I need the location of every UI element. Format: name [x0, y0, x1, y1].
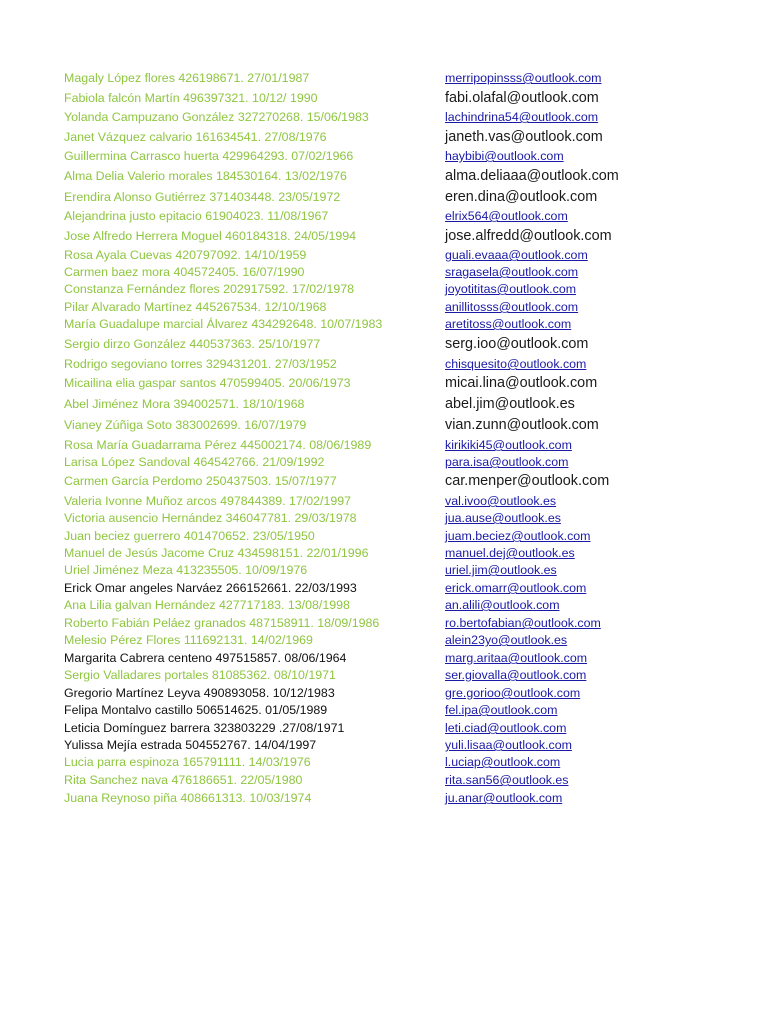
contact-name: Roberto Fabián Peláez granados 487158911. 18/09/1986: [64, 616, 380, 630]
list-item: [0, 280, 768, 298]
list-item: [0, 436, 768, 454]
contact-name: Sergio Valladares portales 81085362. 08/10/1971: [64, 668, 336, 682]
email-link[interactable]: haybibi@outlook.com: [445, 149, 564, 163]
contact-name: Melesio Pérez Flores 111692131. 14/02/1969: [64, 633, 313, 647]
email-link[interactable]: aretitoss@outlook.com: [445, 317, 572, 331]
list-item: [0, 472, 768, 490]
contact-name: Carmen baez mora 404572405. 16/07/1990: [64, 265, 305, 279]
list-item: [0, 789, 768, 807]
list-item: [0, 527, 768, 545]
list-item: [0, 147, 768, 165]
list-item: [0, 246, 768, 264]
list-item: [0, 614, 768, 632]
email-link[interactable]: uriel.jim@outlook.es: [445, 563, 557, 577]
contact-name: Leticia Domínguez barrera 323803229 .27/08/1971: [64, 721, 345, 735]
email-link[interactable]: erick.omarr@outlook.com: [445, 581, 587, 595]
email-text: vian.zunn@outlook.com: [445, 417, 599, 433]
email-link[interactable]: jua.ause@outlook.es: [445, 511, 561, 525]
list-item: [0, 374, 768, 392]
contact-name: Erick Omar angeles Narváez 266152661. 22/03/1993: [64, 581, 357, 595]
list-item: [0, 684, 768, 702]
list-item: [0, 701, 768, 719]
list-item: [0, 719, 768, 737]
contact-name: Margarita Cabrera centeno 497515857. 08/06/1964: [64, 651, 347, 665]
email-link[interactable]: alein23yo@outlook.es: [445, 633, 568, 647]
email-link[interactable]: chisquesito@outlook.com: [445, 357, 587, 371]
list-item: [0, 736, 768, 754]
contact-name: Gregorio Martínez Leyva 490893058. 10/12/1983: [64, 686, 335, 700]
list-item: [0, 355, 768, 373]
list-item: [0, 631, 768, 649]
contact-name: Erendira Alonso Gutiérrez 371403448. 23/05/1972: [64, 190, 341, 204]
contact-name: Jose Alfredo Herrera Moguel 460184318. 24/05/1994: [64, 229, 357, 243]
contact-name: Micailina elia gaspar santos 470599405. 20/06/1973: [64, 376, 351, 390]
contact-name: Manuel de Jesús Jacome Cruz 434598151. 22/01/1996: [64, 546, 369, 560]
list-item: [0, 89, 768, 107]
contact-name: Juan beciez guerrero 401470652. 23/05/1950: [64, 529, 315, 543]
list-item: [0, 416, 768, 434]
email-link[interactable]: marg.aritaa@outlook.com: [445, 651, 588, 665]
contact-name: Magaly López flores 426198671. 27/01/1987: [64, 71, 310, 85]
contact-name: Pilar Alvarado Martínez 445267534. 12/10/1968: [64, 300, 327, 314]
contact-name: Sergio dirzo González 440537363. 25/10/1977: [64, 337, 321, 351]
list-item: [0, 207, 768, 225]
email-link[interactable]: elrix564@outlook.com: [445, 209, 568, 223]
email-link[interactable]: para.isa@outlook.com: [445, 455, 569, 469]
list-item: [0, 579, 768, 597]
contact-name: Felipa Montalvo castillo 506514625. 01/05/1989: [64, 703, 328, 717]
contact-name: Juana Reynoso piña 408661313. 10/03/1974: [64, 791, 312, 805]
email-text: car.menper@outlook.com: [445, 473, 610, 489]
email-text: janeth.vas@outlook.com: [445, 129, 603, 145]
list-item: [0, 509, 768, 527]
email-text: abel.jim@outlook.es: [445, 396, 575, 412]
email-link[interactable]: merripopinsss@outlook.com: [445, 71, 602, 85]
contact-name: Constanza Fernández flores 202917592. 17/02/1978: [64, 282, 355, 296]
contact-name: Alejandrina justo epitacio 61904023. 11/08/1967: [64, 209, 329, 223]
contact-name: Carmen García Perdomo 250437503. 15/07/1977: [64, 474, 337, 488]
list-item: [0, 561, 768, 579]
email-link[interactable]: gre.gorioo@outlook.com: [445, 686, 581, 700]
email-link[interactable]: juam.beciez@outlook.com: [445, 529, 591, 543]
contact-name: Lucia parra espinoza 165791111. 14/03/1976: [64, 755, 311, 769]
list-item: [0, 263, 768, 281]
email-text: micai.lina@outlook.com: [445, 375, 598, 391]
list-item: [0, 649, 768, 667]
contact-name: Vianey Zúñiga Soto 383002699. 16/07/1979: [64, 418, 307, 432]
email-link[interactable]: lachindrina54@outlook.com: [445, 110, 599, 124]
email-link[interactable]: guali.evaaa@outlook.com: [445, 248, 588, 262]
contact-name: María Guadalupe marcial Álvarez 434292648. 10/07/1983: [64, 317, 383, 331]
contact-name: Fabiola falcón Martín 496397321. 10/12/ 1990: [64, 91, 318, 105]
list-item: [0, 771, 768, 789]
contact-name: Victoria ausencio Hernández 346047781. 29/03/1978: [64, 511, 357, 525]
contact-name: Janet Vázquez calvario 161634541. 27/08/1976: [64, 130, 327, 144]
contact-name: Rosa María Guadarrama Pérez 445002174. 08/06/1989: [64, 438, 372, 452]
contact-name: Rosa Ayala Cuevas 420797092. 14/10/1959: [64, 248, 307, 262]
email-link[interactable]: manuel.dej@outlook.es: [445, 546, 575, 560]
contact-name: Abel Jiménez Mora 394002571. 18/10/1968: [64, 397, 305, 411]
list-item: [0, 544, 768, 562]
contact-name: Valeria Ivonne Muñoz arcos 497844389. 17/02/1997: [64, 494, 352, 508]
email-text: jose.alfredd@outlook.com: [445, 228, 612, 244]
contact-name: Guillermina Carrasco huerta 429964293. 07/02/1966: [64, 149, 354, 163]
email-link[interactable]: leti.ciad@outlook.com: [445, 721, 567, 735]
list-item: [0, 395, 768, 413]
email-link[interactable]: yuli.lisaa@outlook.com: [445, 738, 572, 752]
email-text: eren.dina@outlook.com: [445, 189, 598, 205]
email-link[interactable]: an.alili@outlook.com: [445, 598, 560, 612]
list-item: [0, 753, 768, 771]
email-link[interactable]: joyotititas@outlook.com: [445, 282, 577, 296]
email-text: serg.ioo@outlook.com: [445, 336, 589, 352]
contact-name: Larisa López Sandoval 464542766. 21/09/1992: [64, 455, 325, 469]
contact-name: Rita Sanchez nava 476186651. 22/05/1980: [64, 773, 303, 787]
email-text: alma.deliaaa@outlook.com: [445, 168, 619, 184]
list-item: [0, 666, 768, 684]
list-item: [0, 188, 768, 206]
contact-name: Yulissa Mejía estrada 504552767. 14/04/1997: [64, 738, 317, 752]
list-item: [0, 128, 768, 146]
contact-name: Ana Lilia galvan Hernández 427717183. 13/08/1998: [64, 598, 350, 612]
list-item: [0, 227, 768, 245]
list-item: [0, 596, 768, 614]
list-item: [0, 69, 768, 87]
email-link[interactable]: ju.anar@outlook.com: [445, 791, 563, 805]
contact-name: Yolanda Campuzano González 327270268. 15/06/1983: [64, 110, 369, 124]
list-item: [0, 453, 768, 471]
email-link[interactable]: anillitosss@outlook.com: [445, 300, 579, 314]
list-item: [0, 335, 768, 353]
contact-name: Rodrigo segoviano torres 329431201. 27/03/1952: [64, 357, 337, 371]
email-link[interactable]: ro.bertofabian@outlook.com: [445, 616, 601, 630]
list-item: [0, 108, 768, 126]
email-link[interactable]: val.ivoo@outlook.es: [445, 494, 557, 508]
email-link[interactable]: kirikiki45@outlook.com: [445, 438, 572, 452]
email-link[interactable]: fel.ipa@outlook.com: [445, 703, 558, 717]
contact-name: Uriel Jiménez Meza 413235505. 10/09/1976: [64, 563, 308, 577]
email-link[interactable]: sragasela@outlook.com: [445, 265, 579, 279]
email-link[interactable]: ser.giovalla@outlook.com: [445, 668, 587, 682]
contact-name: Alma Delia Valerio morales 184530164. 13/02/1976: [64, 169, 347, 183]
email-link[interactable]: l.uciap@outlook.com: [445, 755, 561, 769]
email-link[interactable]: rita.san56@outlook.es: [445, 773, 569, 787]
email-text: fabi.olafal@outlook.com: [445, 90, 599, 106]
list-item: [0, 315, 768, 333]
list-item: [0, 298, 768, 316]
list-item: [0, 492, 768, 510]
list-item: [0, 167, 768, 185]
